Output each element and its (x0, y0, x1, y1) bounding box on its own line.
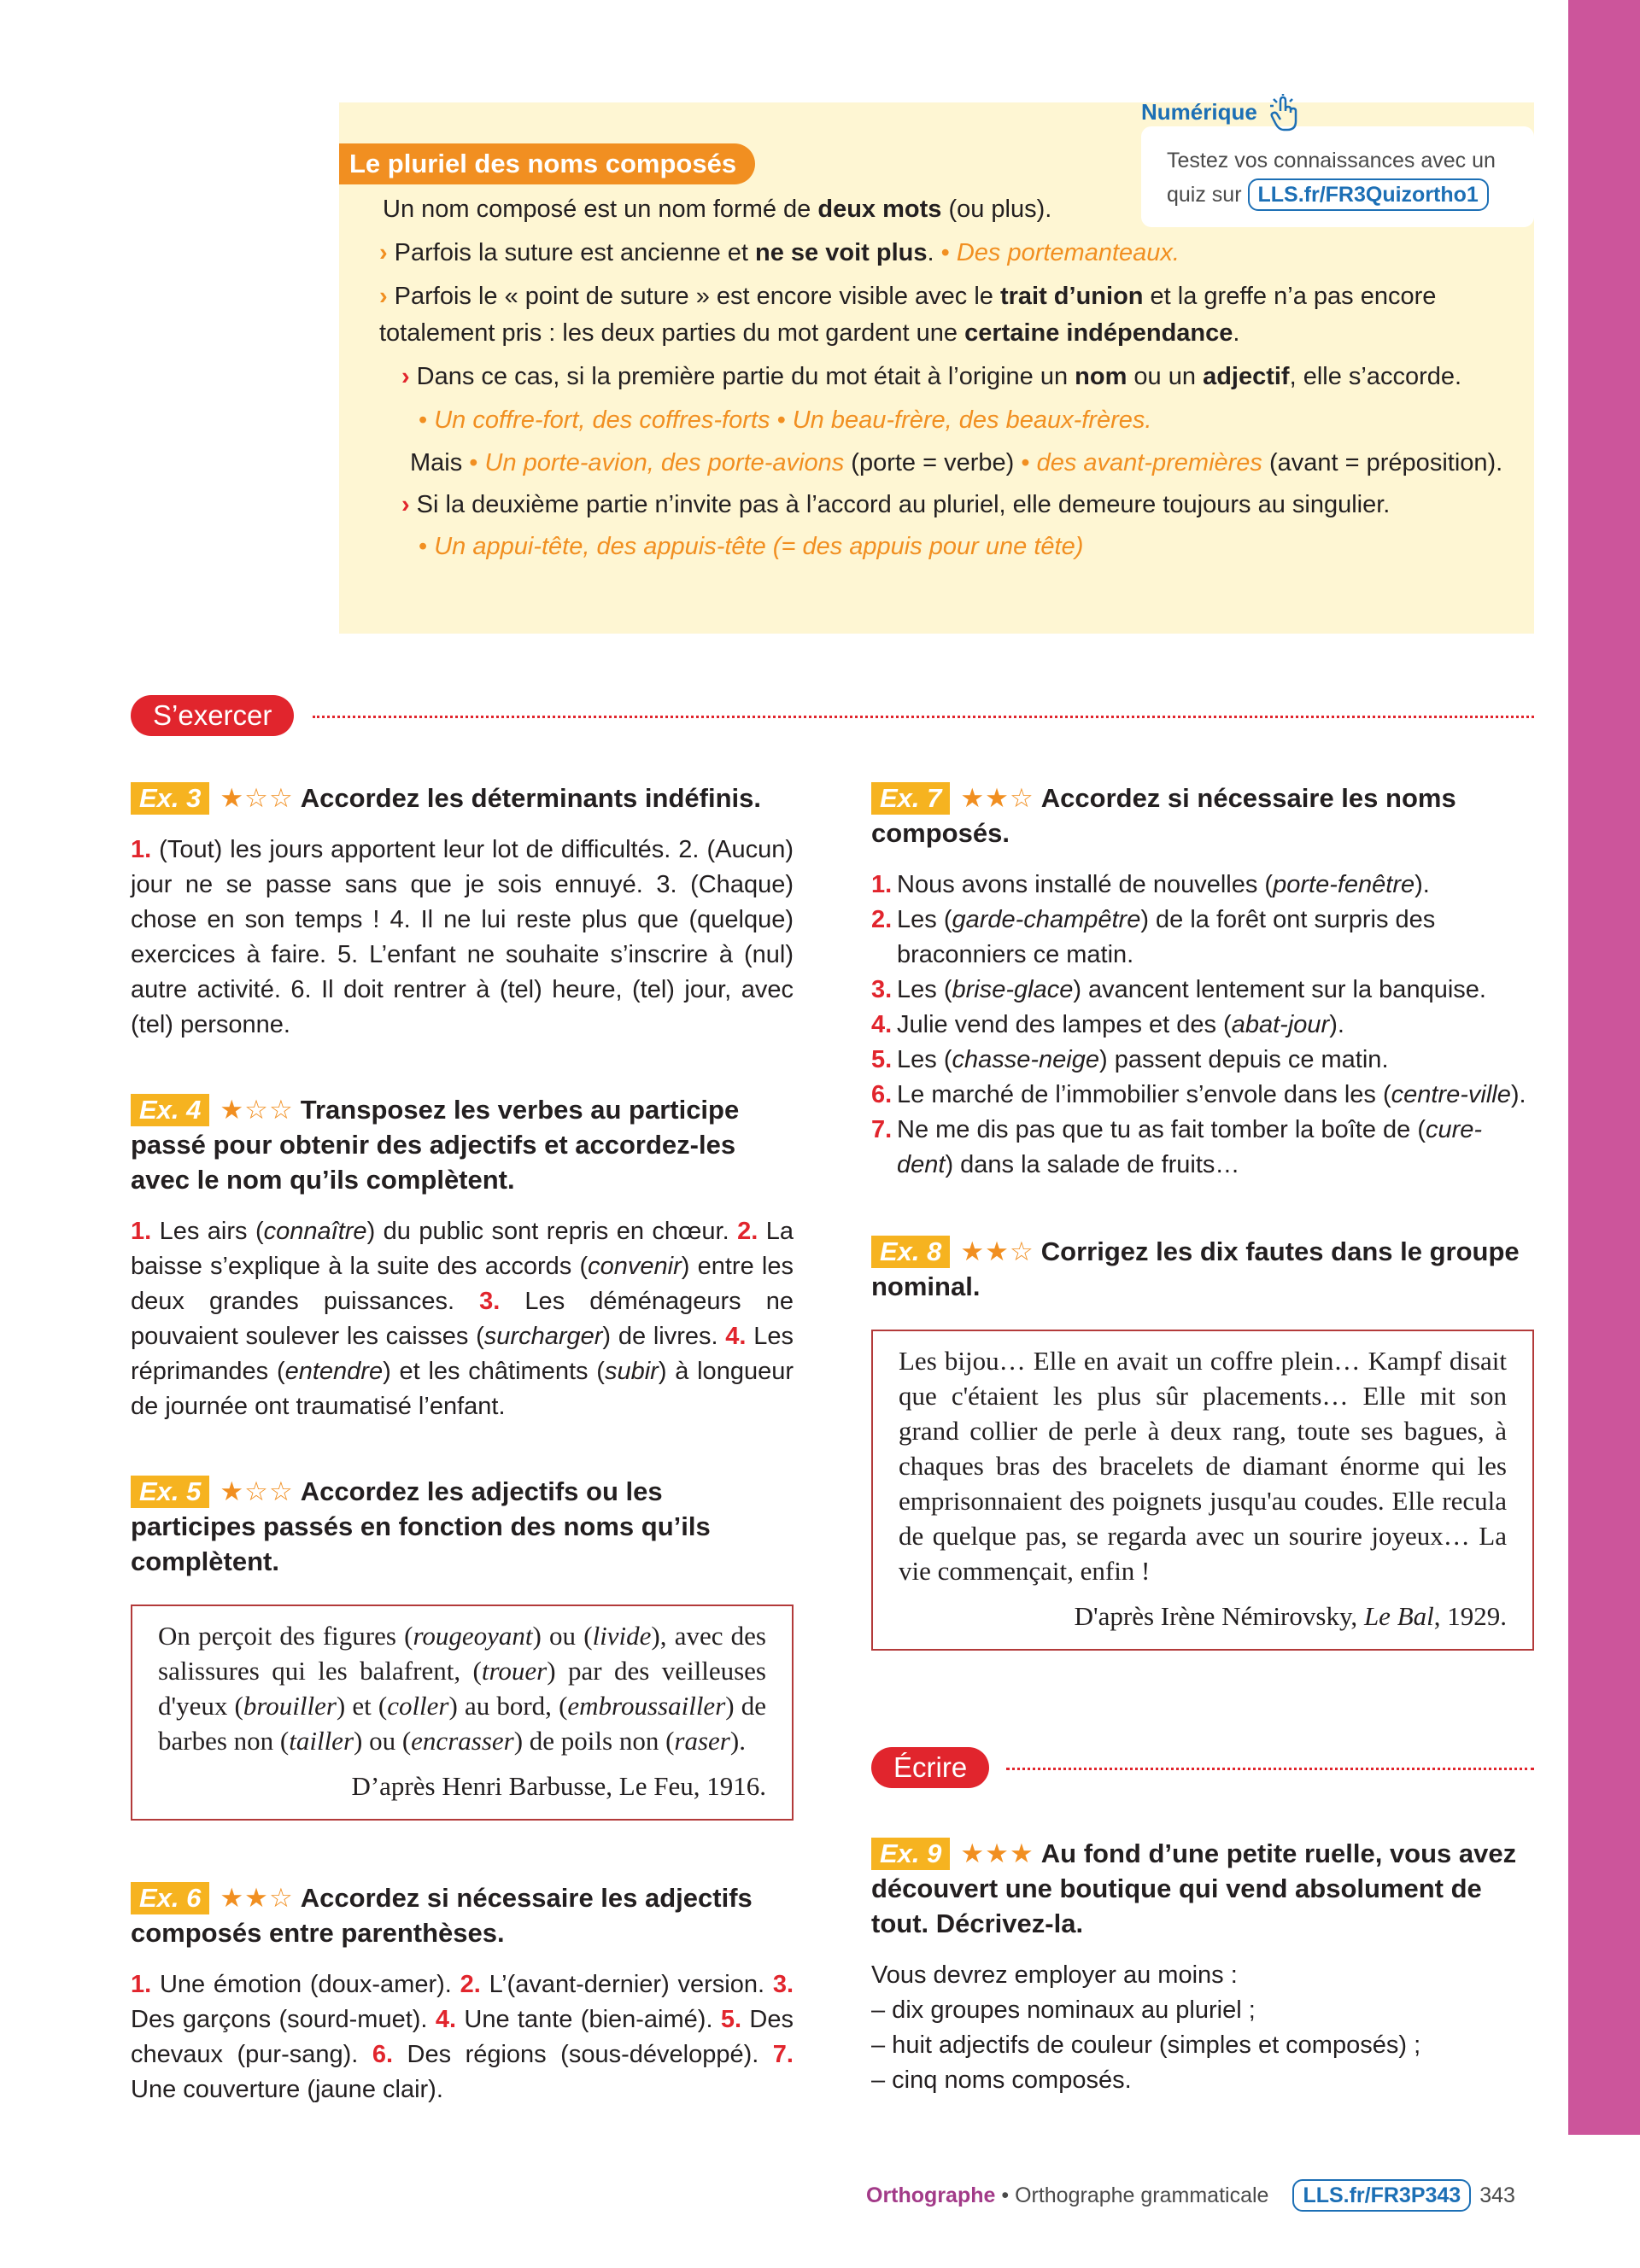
footer-link[interactable]: LLS.fr/FR3P343 (1292, 2179, 1471, 2212)
difficulty-stars: ★★☆ (960, 1236, 1034, 1266)
exercise-3: Ex. 3 ★☆☆ Accordez les déterminants indéfinis. 1. (Tout) les jours apportent leur lot de difficultés. 2. (Aucun) jour ne se passe sans que je sois ennuyé. 3. (Chaque) chose en son temps ! 4. Il ne lui reste plus que (quelque) exercices à faire. 5. L’enfant ne souhaite s’inscrire à (nul) autre activité. 6. Il doit rentrer à (tel) heure, (tel) jour, avec (tel) personne. (131, 783, 794, 1038)
exercise-8: Ex. 8 ★★☆ Corrigez les dix fautes dans le groupe nominal. Les bijou… Elle en avait un coffre plein… Kampf disait que c'étaient les plus sûr placements… Elle mit son grand collier de perle à deux rang, toute ses bagues, à chaques bras des bracelets de diamant énorme qui les emprisonnaient des poignets jusqu'au coudes. Elle recula de quelque pas, se regarda avec un sourire joyeux… La vie commençait, enfin ! D'après Irène Némirovsky, Le Bal, 1929. (871, 1234, 1534, 1651)
quiz-link[interactable]: LLS.fr/FR3Quizortho1 (1248, 178, 1489, 211)
list-item: 3. Les (brise-glace) avancent lentement sur la banquise. (871, 976, 1486, 1003)
chevron-icon: › (379, 283, 388, 310)
lesson-subpoint-2: › Si la deuxième partie n’invite pas à l’accord au pluriel, elle demeure toujours au singulier. (401, 491, 1391, 518)
difficulty-stars: ★☆☆ (220, 1476, 294, 1506)
list-item: – cinq noms composés. (871, 2066, 1132, 2094)
exercise-6: Ex. 6 ★★☆ Accordez si nécessaire les adjectifs composés entre parenthèses. 1. Une émotion (doux-amer). 2. L’(avant-dernier) version. 3. Des garçons (sourd-muet). 4. Une tante (bien-aimé). 5. Des chevaux (pur-sang). 6. Des régions (sous-développé). 7. Une couverture (jaune clair). (131, 1883, 794, 2103)
numerique-text: Testez vos connaissances avec un quiz sur LLS.fr/FR3Quizortho1 (1167, 143, 1526, 212)
lesson-point-1: › Parfois la suture est ancienne et ne se voit plus. • Des portemanteaux. (379, 239, 1180, 266)
page-footer: Orthographe • Orthographe grammaticale LLS.fr/FR3P343 343 (866, 2179, 1515, 2212)
exercise-9: Ex. 9 ★★★ Au fond d’une petite ruelle, vous avez découvert une boutique qui vend absolument de tout. Décrivez-la. Vous devrez employer au moins : – dix groupes nominaux au pluriel ; – huit adjectifs de couleur (simples et composés) ; – cinq noms composés. (871, 1836, 1534, 2098)
list-item: – dix groupes nominaux au pluriel ; (871, 1996, 1256, 2024)
section-divider (313, 716, 1534, 718)
numerique-title: Numérique (1141, 94, 1301, 133)
chevron-icon: › (379, 239, 388, 266)
right-column (871, 780, 1534, 1651)
difficulty-stars: ★★★ (960, 1838, 1034, 1868)
chevron-icon: › (401, 363, 410, 390)
quote-box: On perçoit des figures (rougeoyant) ou (livide), avec des salissures qui les balafrent, (trouer) par des veilleuses d'yeux (brouiller) et (coller) au bord, (embroussailler) de barbes non (tailler) ou (encrasser) de poils non (raser). D’après Henri Barbusse, Le Feu, 1916. (131, 1605, 794, 1821)
section-ecrire: Écrire (871, 1747, 989, 1788)
lesson-subpoint-1: › Dans ce cas, si la première partie du mot était à l’origine un nom ou un adjectif, elle s’accorde. (401, 363, 1462, 390)
tap-hand-icon (1267, 94, 1301, 133)
list-item: 1. Nous avons installé de nouvelles (porte-fenêtre). (871, 871, 1430, 898)
difficulty-stars: ★★☆ (220, 1883, 294, 1913)
lesson-intro: Un nom composé est un nom formé de deux mots (ou plus). (383, 196, 1052, 223)
quote-source: D'après Irène Némirovsky, Le Bal, 1929. (1074, 1601, 1507, 1631)
lesson-example-1: • Un coffre-fort, des coffres-forts • Un beau-frère, des beaux-frères. (419, 406, 1152, 434)
quote-source: D’après Henri Barbusse, Le Feu, 1916. (351, 1771, 766, 1801)
list-item: – huit adjectifs de couleur (simples et composés) ; (871, 2031, 1421, 2059)
lesson-point-2: › Parfois le « point de suture » est encore visible avec le trait d’union et la greffe n’a pas encore totalement pris : les deux parties du mot gardent une certaine indépendance. (379, 283, 1437, 347)
difficulty-stars: ★☆☆ (220, 783, 294, 813)
lesson-title: Le pluriel des noms composés (339, 143, 755, 184)
list-item: 7. Ne me dis pas que tu as fait tomber la boîte de (cure-dent) dans la salade de fruits… (871, 1116, 1483, 1178)
left-column (131, 780, 794, 2107)
list-item: 4. Julie vend des lampes et des (abat-jour). (871, 1011, 1344, 1038)
list-item: 2. Les (garde-champêtre) de la forêt ont surpris des braconniers ce matin. (871, 906, 1436, 968)
lesson-body (379, 191, 1510, 565)
footer-subsection: Orthographe grammaticale (1015, 2183, 1269, 2207)
difficulty-stars: ★☆☆ (220, 1095, 294, 1125)
footer-section: Orthographe (866, 2183, 996, 2207)
exercise-4: Ex. 4 ★☆☆ Transposez les verbes au participe passé pour obtenir des adjectifs et accordez-les avec le nom qu’ils complètent. 1. Les airs (connaître) du public sont repris en chœur. 2. La baisse s’explique à la suite des accords (convenir) entre les deux grandes puissances. 3. Les déménageurs ne pouvaient soulever les caisses (surcharger) de livres. 4. Les réprimandes (entendre) et les châtiments (subir) à longueur de journée ont traumatisé l’enfant. (131, 1095, 794, 1420)
list-item: 5. Les (chasse-neige) passent depuis ce matin. (871, 1046, 1389, 1073)
section-divider (1006, 1768, 1534, 1770)
list-item: 6. Le marché de l’immobilier s’envole dans les (centre-ville). (871, 1081, 1526, 1108)
exercise-7: Ex. 7 ★★☆ Accordez si nécessaire les noms composés. 1. Nous avons installé de nouvelles (porte-fenêtre). 2. Les (garde-champêtre) de la forêt ont surpris des braconniers ce matin. 3. Les (brise-glace) avancent lentement sur la banquise. 4. Julie vend des lampes et des (abat-jour). 5. Les (chasse-neige) passent depuis ce matin. 6. Le marché de l’immobilier s’envole dans les (centre-ville). 7. Ne me dis pas que tu as fait tomber la boîte de (cure-dent) dans la salade de fruits… (871, 780, 1534, 1183)
page-number: 343 (1479, 2183, 1515, 2207)
section-sexercer: S’exercer (131, 695, 294, 736)
page-edge-tab (1568, 0, 1640, 2135)
exercise-5: Ex. 5 ★☆☆ Accordez les adjectifs ou les participes passés en fonction des noms qu’ils complètent. On perçoit des figures (rougeoyant) ou (livide), avec des salissures qui les balafrent, (trouer) par des veilleuses d'yeux (brouiller) et (coller) au bord, (embroussailler) de barbes non (tailler) ou (encrasser) de poils non (raser). D’après Henri Barbusse, Le Feu, 1916. (131, 1474, 794, 1821)
difficulty-stars: ★★☆ (960, 783, 1034, 813)
quote-box: Les bijou… Elle en avait un coffre plein… Kampf disait que c'étaient les plus sûr placements… Elle mit son grand collier de perle à deux rang, toute ses bagues, à chaques bras des bracelets de diamant énorme qui les emprisonnaient des poignets jusqu'au coudes. Elle recula de quelque pas, se regarda avec un sourire joyeux… La vie commençait, enfin ! D'après Irène Némirovsky, Le Bal, 1929. (871, 1330, 1534, 1651)
lesson-example-2: • Un appui-tête, des appuis-tête (= des appuis pour une tête) (419, 533, 1084, 560)
lesson-mais: Mais • Un porte-avion, des porte-avions (porte = verbe) • des avant-premières (avant = préposition). (410, 449, 1503, 476)
chevron-icon: › (401, 491, 410, 518)
